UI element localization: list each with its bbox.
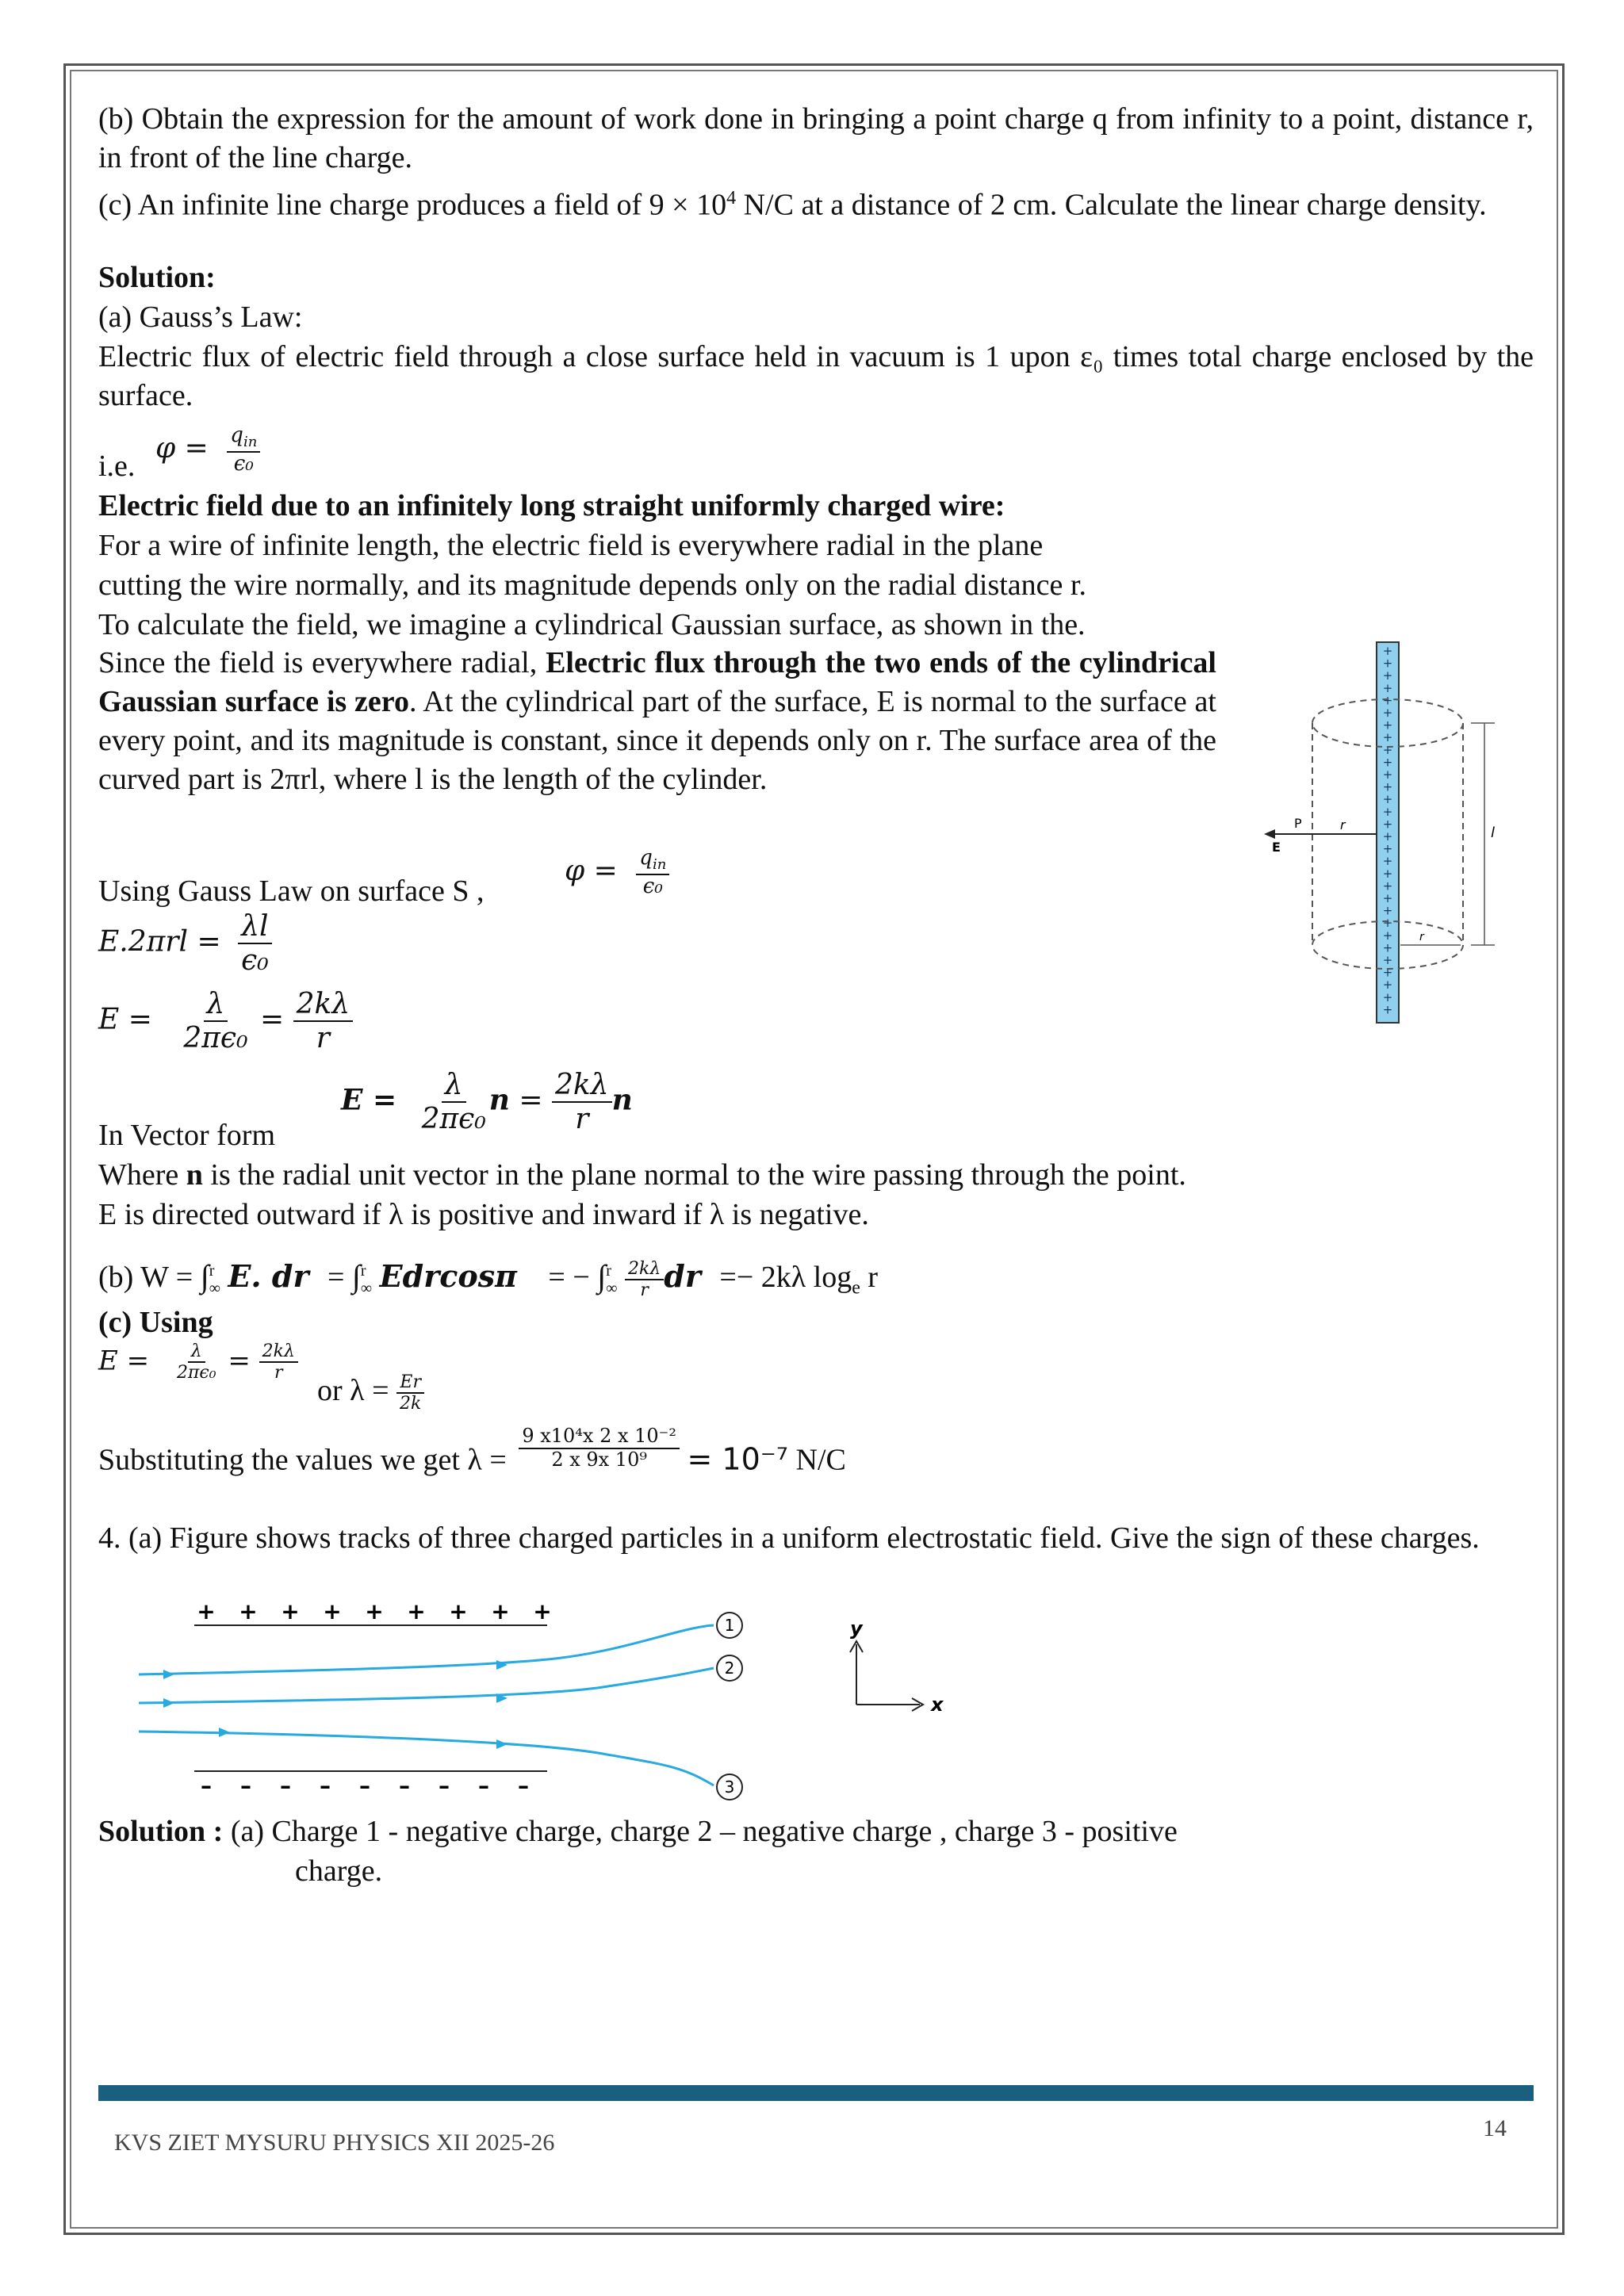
vector-equation: E = $\frac{\lambda}{\text{2πϵ₀}}$ n = $\frac{2k\lambda}{r}$ n [341,1069,633,1136]
using-gauss-text: Using Gauss Law on surface S , [98,874,485,908]
gaussian-cylinder-figure [1261,634,1515,1031]
wire-plus-mark: + [1382,965,1393,980]
solution-label: Solution: [98,261,216,294]
gauss-law-title: (a) Gauss’s Law: [98,300,303,334]
wire-plus-mark: + [1382,693,1393,708]
wire-plus-mark: + [1382,891,1393,905]
para2: Since the field is everywhere radial, Electric flux through the two ends of the cylindrical Gaussian surface is zero. At the cylindrical part of the surface, E is normal to the surface at every point, and its magnitude is constant, since it depends only on r. The surface area of the curved part is 2πrl, where l is the length of the cylinder. [98,646,1216,796]
axis-x-label: x [931,1693,944,1716]
question-3c: (c) An infinite line charge produces a field of $9 \times 10^4$ N/C at a distance of 2 cm. Calculate the linear charge density. [98,188,1487,222]
wire-plus-mark: + [1382,989,1393,1004]
direction-text: E is directed outward if λ is positive and inward if λ is negative. [98,1198,869,1231]
gauss-law-definition: Electric flux of electric field through a close surface held in vacuum is 1 upon ε₀ times total charge enclosed by the surface. [98,340,1534,412]
plate-plus-mark: + [281,1598,300,1624]
wire-plus-mark: + [1382,829,1393,844]
label-r-bottom: r [1419,931,1424,943]
plate-minus-mark: – [399,1773,410,1799]
label-p: P [1294,816,1302,831]
axis-y-label: y [850,1617,863,1640]
plate-plus-mark: + [449,1598,468,1624]
where-text: Where n is the radial unit vector in the plane normal to the wire passing through the point. [98,1158,1186,1192]
substitution-line: Substituting the values we get λ = $\frac{\text{9 x10⁴x 2 x 10⁻²}}{\text{2 x 9x 10⁹}}$ = 10⁻⁷ N/C [98,1425,846,1477]
wire-plus-mark: + [1382,706,1393,720]
wire-plus-mark: + [1382,866,1393,881]
para1-line1: For a wire of infinite length, the electric field is everywhere radial in the plane [98,529,1044,562]
footer-bar [98,2085,1534,2101]
plate-minus-mark: – [280,1773,291,1799]
plate-plus-mark: + [533,1598,552,1624]
particle-tracks-figure [127,1595,999,1809]
field-heading: Electric field due to an infinitely long straight uniformly charged wire: [98,489,1005,522]
plate-plus-mark: + [323,1598,342,1624]
para1-line3: To calculate the field, we imagine a cylindrical Gaussian surface, as shown in the. [98,608,1086,641]
wire-plus-mark: + [1382,928,1393,943]
or-lambda: or λ = $\frac{Er}{2k}$ [317,1372,424,1414]
wire-plus-mark: + [1382,940,1393,955]
track-label-2: 2 [724,1659,735,1678]
wire-plus-mark: + [1382,730,1393,745]
label-e: E [1272,840,1281,855]
wire-plus-mark: + [1382,916,1393,931]
wire-plus-mark: + [1382,779,1393,794]
question-4: 4. (a) Figure shows tracks of three charged particles in a uniform electrostatic field. Give the sign of these charges. [98,1521,1480,1555]
wire-plus-mark: + [1382,1002,1393,1017]
wire-plus-mark: + [1382,742,1393,757]
wire-plus-mark: + [1382,668,1393,683]
equation-2: E = $\frac{\lambda}{\text{2πϵ₀}}$ = $\frac{2k\lambda}{r}$ [98,988,353,1055]
footer-text: KVS ZIET MYSURU PHYSICS XII 2025-26 [114,2130,555,2156]
plate-minus-mark: – [201,1773,212,1799]
wire-plus-mark: + [1382,953,1393,967]
question-3b: (b) Obtain the expression for the amount of work done in bringing a point charge q from infinity to a point, distance r, in front of the line charge. [98,102,1534,174]
work-equation: (b) W = ∫ r ∞ E. dr = ∫ r ∞ Edrcosπ = − ∫ r ∞ $\frac{2k\lambda}{r}$ dr =− 2kλ $\log_e r$ [98,1258,879,1301]
ie-label: i.e. [98,450,136,483]
wire-plus-mark: + [1382,767,1393,782]
phi-equation: φ = $\frac{q_{in}}{\text{ϵ₀}}$ [155,424,260,476]
wire-plus-mark: + [1382,804,1393,819]
flux-fraction: $\frac{q_{in}}{\text{ϵ₀}}$ [227,424,260,476]
wire-plus-mark: + [1382,978,1393,993]
plate-plus-mark: + [491,1598,510,1624]
track-3 [139,1732,714,1785]
c-using-label: (c) Using [98,1306,213,1339]
para1-line2: cutting the wire normally, and its magnitude depends only on the radial distance r. [98,568,1086,602]
page-number: 14 [1483,2115,1507,2141]
track-label-3: 3 [724,1777,735,1797]
plate-plus-mark: + [197,1598,216,1624]
wire-plus-mark: + [1382,817,1393,832]
wire-plus-mark: + [1382,903,1393,918]
wire-plus-mark: + [1382,755,1393,770]
wire-plus-mark: + [1382,841,1393,856]
wire-plus-mark: + [1382,792,1393,807]
track-1 [139,1625,714,1674]
plate-minus-mark: – [478,1773,489,1799]
solution-4: Solution : (a) Charge 1 - negative charge, charge 2 – negative charge , charge 3 - positive [98,1815,1178,1848]
label-l: l [1491,825,1496,841]
wire-plus-mark: + [1382,854,1393,869]
plate-minus-mark: – [518,1773,529,1799]
plate-plus-mark: + [239,1598,258,1624]
equation-1: E.2πrl = $\frac{\lambda l}{\text{ϵ₀}}$ [98,910,272,978]
label-r-top: r [1340,817,1346,832]
wire-plus-mark: + [1382,878,1393,894]
phi-equation-2: φ = $\frac{q_{in}}{\text{ϵ₀}}$ [565,847,669,899]
field-arrow-head [1264,829,1275,839]
wire-plus-mark: + [1382,718,1393,733]
plate-minus-mark: – [439,1773,450,1799]
negative-plate-charges [201,1773,529,1799]
solution-4-line2: charge. [295,1854,383,1888]
positive-plate-charges [197,1598,551,1624]
wire-plus-mark: + [1382,680,1393,695]
wire-plus-mark: + [1382,644,1393,658]
using-equation: E = $\frac{\lambda}{\text{2πϵ₀}}$ = $\frac{2k\lambda}{r}$ [98,1341,298,1383]
plate-minus-mark: – [320,1773,331,1799]
vector-form-label: In Vector form [98,1119,276,1152]
plate-minus-mark: – [240,1773,251,1799]
wire-plus-mark: + [1382,656,1393,671]
plate-plus-mark: + [365,1598,384,1624]
track-label-1: 1 [724,1616,735,1635]
plate-plus-mark: + [407,1598,426,1624]
plate-minus-mark: – [359,1773,370,1799]
